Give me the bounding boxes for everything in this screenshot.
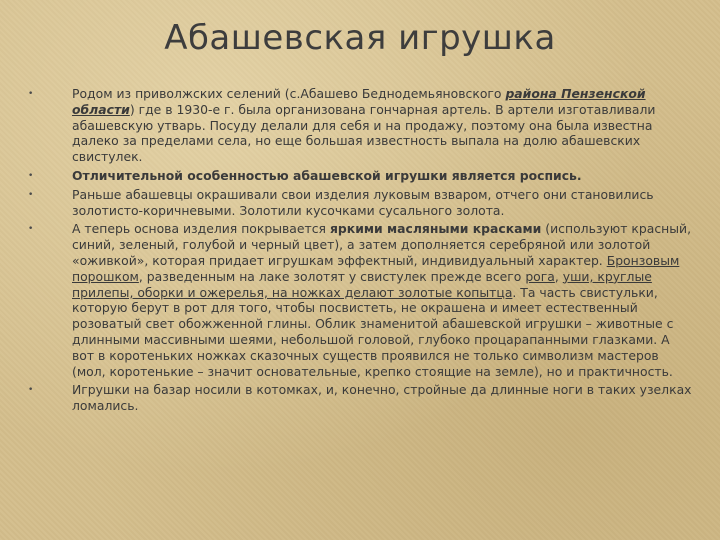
- bullet-text: [72, 382, 692, 414]
- bullet-icon: •: [28, 224, 34, 235]
- bullet-icon: •: [28, 189, 34, 200]
- bullet-list: [28, 86, 692, 414]
- bullet-item: [28, 187, 692, 219]
- text-segment-underlined: уши, круглые прилепы, оборки и ожерелья, на ножках делают золотые копытца: [72, 268, 652, 300]
- slide-title: Абашевская игрушка: [164, 18, 556, 58]
- text-segment: Родом из приволжских селений (с.Абашево Беднодемьяновского: [72, 86, 506, 101]
- bullet-item: [28, 86, 692, 165]
- text-segment: ) где в 1930-е г. была организована гончарная артель. В артели изготавливали абашевскую утварь. Посуду делали для себя и на продажу, поэтому она была известна далеко за пределами села, но еще большая известность выпала на долю абашевских свистулек.: [72, 101, 656, 165]
- text-segment: Игрушки на базар носили в котомках, и, конечно, стройные да длинные ноги в таких узелках ломались.: [72, 382, 692, 414]
- bullet-text: [72, 221, 692, 379]
- bullet-text: [72, 86, 692, 165]
- bullet-item: [28, 168, 692, 184]
- bullet-text: [72, 168, 692, 184]
- text-segment: ,: [554, 268, 563, 284]
- bullet-icon: •: [28, 170, 34, 181]
- bullet-text: [72, 187, 692, 219]
- text-segment-bold: яркими масляными красками: [329, 221, 542, 237]
- text-segment-bold: Отличительной особенностью абашевской игрушки является роспись.: [72, 167, 582, 183]
- text-segment: Раньше абашевцы окрашивали свои изделия луковым взваром, отчего они становились золотисто-коричневыми. Золотили кусочками сусального золота.: [72, 186, 654, 218]
- bullet-icon: •: [28, 385, 34, 396]
- bullet-icon: •: [28, 89, 34, 99]
- bullet-item: [28, 221, 692, 379]
- text-segment-underlined: Бронзовым порошком: [72, 252, 680, 284]
- text-segment: , разведенным на лаке золотят у свистулек прежде всего: [138, 268, 526, 284]
- bullet-item: [28, 382, 692, 414]
- text-segment: . Та часть свистульки, которую берут в рот для того, чтобы посвистеть, не окрашена и имеет естественный розоватый свет обожженной глины. Облик знаменитой абашевской игрушки – животные с длинными массивными шеями, небольшой головой, глубоко процарапанными глазками. А вот в коротеньких ножках сказочных существ проявился не только символизм мастеров (мол, коротенькие – значит основательные, крепко стоящие на земле), но и практичность.: [72, 284, 674, 379]
- text-segment: А теперь основа изделия покрывается: [72, 221, 330, 237]
- text-segment: (используют красный, синий, зеленый, голубой и черный цвет), а затем дополняется серебряной или золотой «оживкой», которая придает игрушкам эффектный, индивидуальный характер.: [72, 221, 692, 268]
- text-segment-underlined: рога: [525, 268, 555, 284]
- text-segment-emphasis: района Пензенской области: [72, 86, 646, 117]
